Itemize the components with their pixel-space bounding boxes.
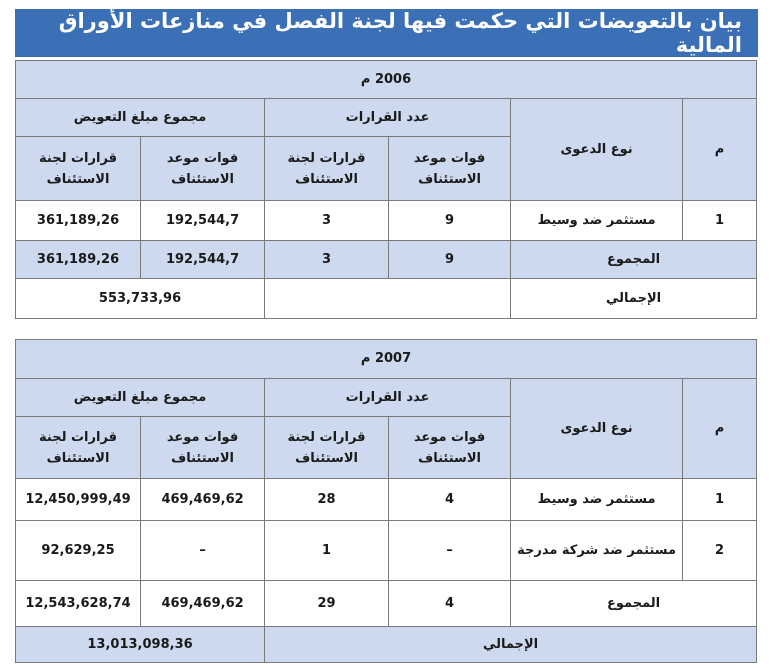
count-appeal-cell: 3 — [265, 201, 389, 241]
decisions-count-header: عدد القرارات — [265, 379, 511, 417]
total-amount-missed: 469,469,62 — [141, 581, 265, 627]
amount-missed-cell: – — [141, 521, 265, 581]
missed-deadline-header: فوات موعد الاستئناف — [141, 137, 265, 201]
serial-cell: 1 — [683, 479, 757, 521]
grand-total-label: الإجمالي — [265, 627, 757, 663]
amount-appeal-cell: 92,629,25 — [16, 521, 141, 581]
grand-total-label: الإجمالي — [511, 279, 757, 319]
year-header: 2007 م — [16, 340, 757, 379]
appeal-committee-header: قرارات لجنة الاستئناف — [265, 417, 389, 479]
grand-total-row — [16, 279, 757, 319]
serial-cell: 1 — [683, 201, 757, 241]
total-row — [16, 241, 757, 279]
year-header: 2006 م — [16, 61, 757, 99]
case-type-cell: مستثمر ضد شركة مدرجة — [511, 521, 683, 581]
missed-deadline-header: فوات موعد الاستئناف — [389, 417, 511, 479]
page-title — [15, 9, 758, 57]
amount-appeal-cell: 12,450,999,49 — [16, 479, 141, 521]
total-count-appeal: 3 — [265, 241, 389, 279]
case-type-header: نوع الدعوى — [511, 379, 683, 479]
serial-header: م — [683, 379, 757, 479]
table-row — [16, 201, 757, 241]
grand-total-value: 13,013,098,36 — [16, 627, 265, 663]
amount-missed-cell: 469,469,62 — [141, 479, 265, 521]
serial-header: م — [683, 99, 757, 201]
grand-total-row — [16, 627, 757, 663]
total-count-missed: 9 — [389, 241, 511, 279]
count-appeal-cell: 1 — [265, 521, 389, 581]
appeal-committee-header: قرارات لجنة الاستئناف — [265, 137, 389, 201]
total-label: المجموع — [511, 581, 757, 627]
count-appeal-cell: 28 — [265, 479, 389, 521]
appeal-committee-header: قرارات لجنة الاستئناف — [16, 137, 141, 201]
case-type-cell: مستثمر ضد وسيط — [511, 479, 683, 521]
missed-deadline-header: فوات موعد الاستئناف — [389, 137, 511, 201]
appeal-committee-header: قرارات لجنة الاستئناف — [16, 417, 141, 479]
amount-missed-cell: 192,544,7 — [141, 201, 265, 241]
compensation-table-2007 — [15, 339, 757, 663]
case-type-header: نوع الدعوى — [511, 99, 683, 201]
amount-appeal-cell: 361,189,26 — [16, 201, 141, 241]
count-missed-cell: 9 — [389, 201, 511, 241]
missed-deadline-header: فوات موعد الاستئناف — [141, 417, 265, 479]
total-row — [16, 581, 757, 627]
table-row — [16, 521, 757, 581]
compensation-total-header: مجموع مبلغ التعويض — [16, 99, 265, 137]
case-type-cell: مستثمر ضد وسيط — [511, 201, 683, 241]
count-missed-cell: – — [389, 521, 511, 581]
total-count-missed: 4 — [389, 581, 511, 627]
table-row — [16, 479, 757, 521]
decisions-count-header: عدد القرارات — [265, 99, 511, 137]
grand-total-value: 553,733,96 — [16, 279, 265, 319]
count-missed-cell: 4 — [389, 479, 511, 521]
page-title-text: بيان بالتعويضات التي حكمت فيها لجنة الفصل في منازعات الأوراق المالية — [58, 9, 742, 57]
total-label: المجموع — [511, 241, 757, 279]
grand-total-empty-cell — [265, 279, 511, 319]
compensation-table-2006 — [15, 60, 757, 319]
compensation-total-header: مجموع مبلغ التعويض — [16, 379, 265, 417]
total-amount-missed: 192,544,7 — [141, 241, 265, 279]
total-count-appeal: 29 — [265, 581, 389, 627]
serial-cell: 2 — [683, 521, 757, 581]
total-amount-appeal: 361,189,26 — [16, 241, 141, 279]
total-amount-appeal: 12,543,628,74 — [16, 581, 141, 627]
